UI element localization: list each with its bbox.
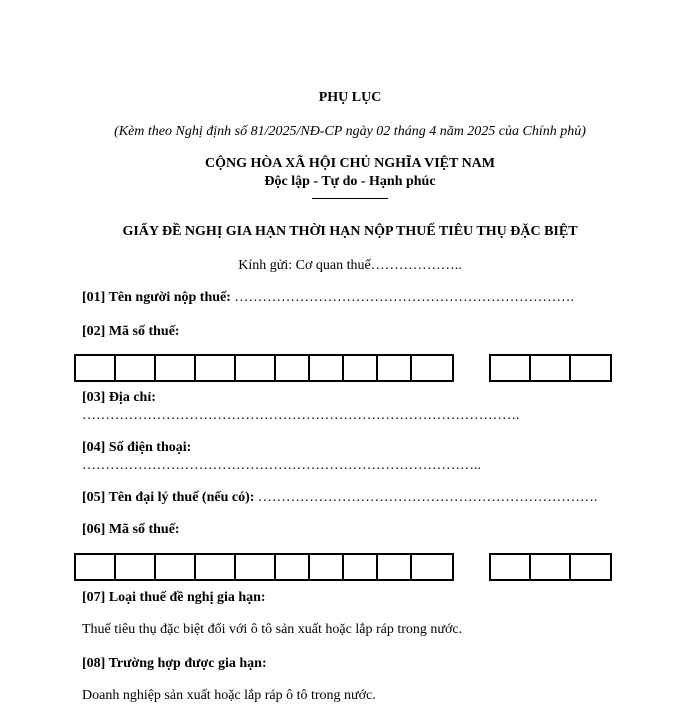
agent-tax-code-branch-boxes[interactable] <box>489 553 612 581</box>
appendix-title: PHỤ LỤC <box>318 90 382 105</box>
field-01-row <box>82 290 574 306</box>
decree-reference: (Kèm theo Nghị định số 81/2025/NĐ-CP ngày 02 tháng 4 năm 2025 của Chính phủ) <box>114 124 586 139</box>
tax-code-branch-boxes[interactable] <box>489 354 612 382</box>
field-05-row <box>82 490 597 506</box>
tax-code-cell[interactable] <box>378 356 412 380</box>
agent-tax-code-branch-cell[interactable] <box>531 555 571 579</box>
field-02-label: [02] Mã số thuế: <box>82 324 180 339</box>
tax-code-cell[interactable] <box>344 356 378 380</box>
agent-tax-code-cell[interactable] <box>196 555 236 579</box>
tax-code-cell[interactable] <box>276 356 310 380</box>
field-04-dots[interactable]: ………………………………………………………………………….. <box>82 458 481 473</box>
field-08-label: [08] Trường hợp được gia hạn: <box>82 656 267 671</box>
agent-tax-code-cell[interactable] <box>116 555 156 579</box>
national-motto: Độc lập - Tự do - Hạnh phúc <box>264 174 436 189</box>
tax-code-branch-cell[interactable] <box>491 356 531 380</box>
field-08-value: Doanh nghiệp sản xuất hoặc lắp ráp ô tô trong nước. <box>82 688 376 703</box>
tax-code-cell[interactable] <box>236 356 276 380</box>
agent-tax-code-branch-cell[interactable] <box>571 555 610 579</box>
field-03-dots[interactable]: …………………………………………………………………………………. <box>82 408 520 423</box>
agent-tax-code-main-boxes[interactable] <box>74 553 454 581</box>
tax-code-cell[interactable] <box>310 356 344 380</box>
agent-tax-code-cell[interactable] <box>412 555 452 579</box>
agent-tax-code-cell[interactable] <box>76 555 116 579</box>
tax-code-branch-cell[interactable] <box>531 356 571 380</box>
tax-code-cell[interactable] <box>412 356 452 380</box>
field-01-dots[interactable]: ………………………………………………………………. <box>234 290 574 305</box>
tax-code-branch-cell[interactable] <box>571 356 610 380</box>
field-03-label: [03] Địa chỉ: <box>82 390 156 405</box>
field-07-value: Thuế tiêu thụ đặc biệt đối với ô tô sản xuất hoặc lắp ráp trong nước. <box>82 622 463 637</box>
tax-code-cell[interactable] <box>76 356 116 380</box>
field-01-label: [01] Tên người nộp thuế: <box>82 290 231 305</box>
agent-tax-code-cell[interactable] <box>378 555 412 579</box>
agent-tax-code-cell[interactable] <box>344 555 378 579</box>
agent-tax-code-cell[interactable] <box>276 555 310 579</box>
motto-underline <box>312 198 388 199</box>
agent-tax-code-cell[interactable] <box>156 555 196 579</box>
addressee-line: Kính gửi: Cơ quan thuế……………….. <box>238 258 462 273</box>
tax-code-cell[interactable] <box>196 356 236 380</box>
field-04-label: [04] Số điện thoại: <box>82 440 192 455</box>
field-06-label: [06] Mã số thuế: <box>82 522 180 537</box>
nation-name: CỘNG HÒA XÃ HỘI CHỦ NGHĨA VIỆT NAM <box>204 156 495 171</box>
agent-tax-code-cell[interactable] <box>236 555 276 579</box>
agent-tax-code-branch-cell[interactable] <box>491 555 531 579</box>
form-title: GIẤY ĐỀ NGHỊ GIA HẠN THỜI HẠN NỘP THUẾ TIÊU THỤ ĐẶC BIỆT <box>122 224 578 239</box>
agent-tax-code-cell[interactable] <box>310 555 344 579</box>
field-05-label: [05] Tên đại lý thuế (nếu có): <box>82 490 255 505</box>
field-07-label: [07] Loại thuế đề nghị gia hạn: <box>82 590 266 605</box>
tax-code-cell[interactable] <box>116 356 156 380</box>
tax-code-cell[interactable] <box>156 356 196 380</box>
field-05-dots[interactable]: ………………………………………………………………. <box>257 490 598 505</box>
tax-code-main-boxes[interactable] <box>74 354 454 382</box>
